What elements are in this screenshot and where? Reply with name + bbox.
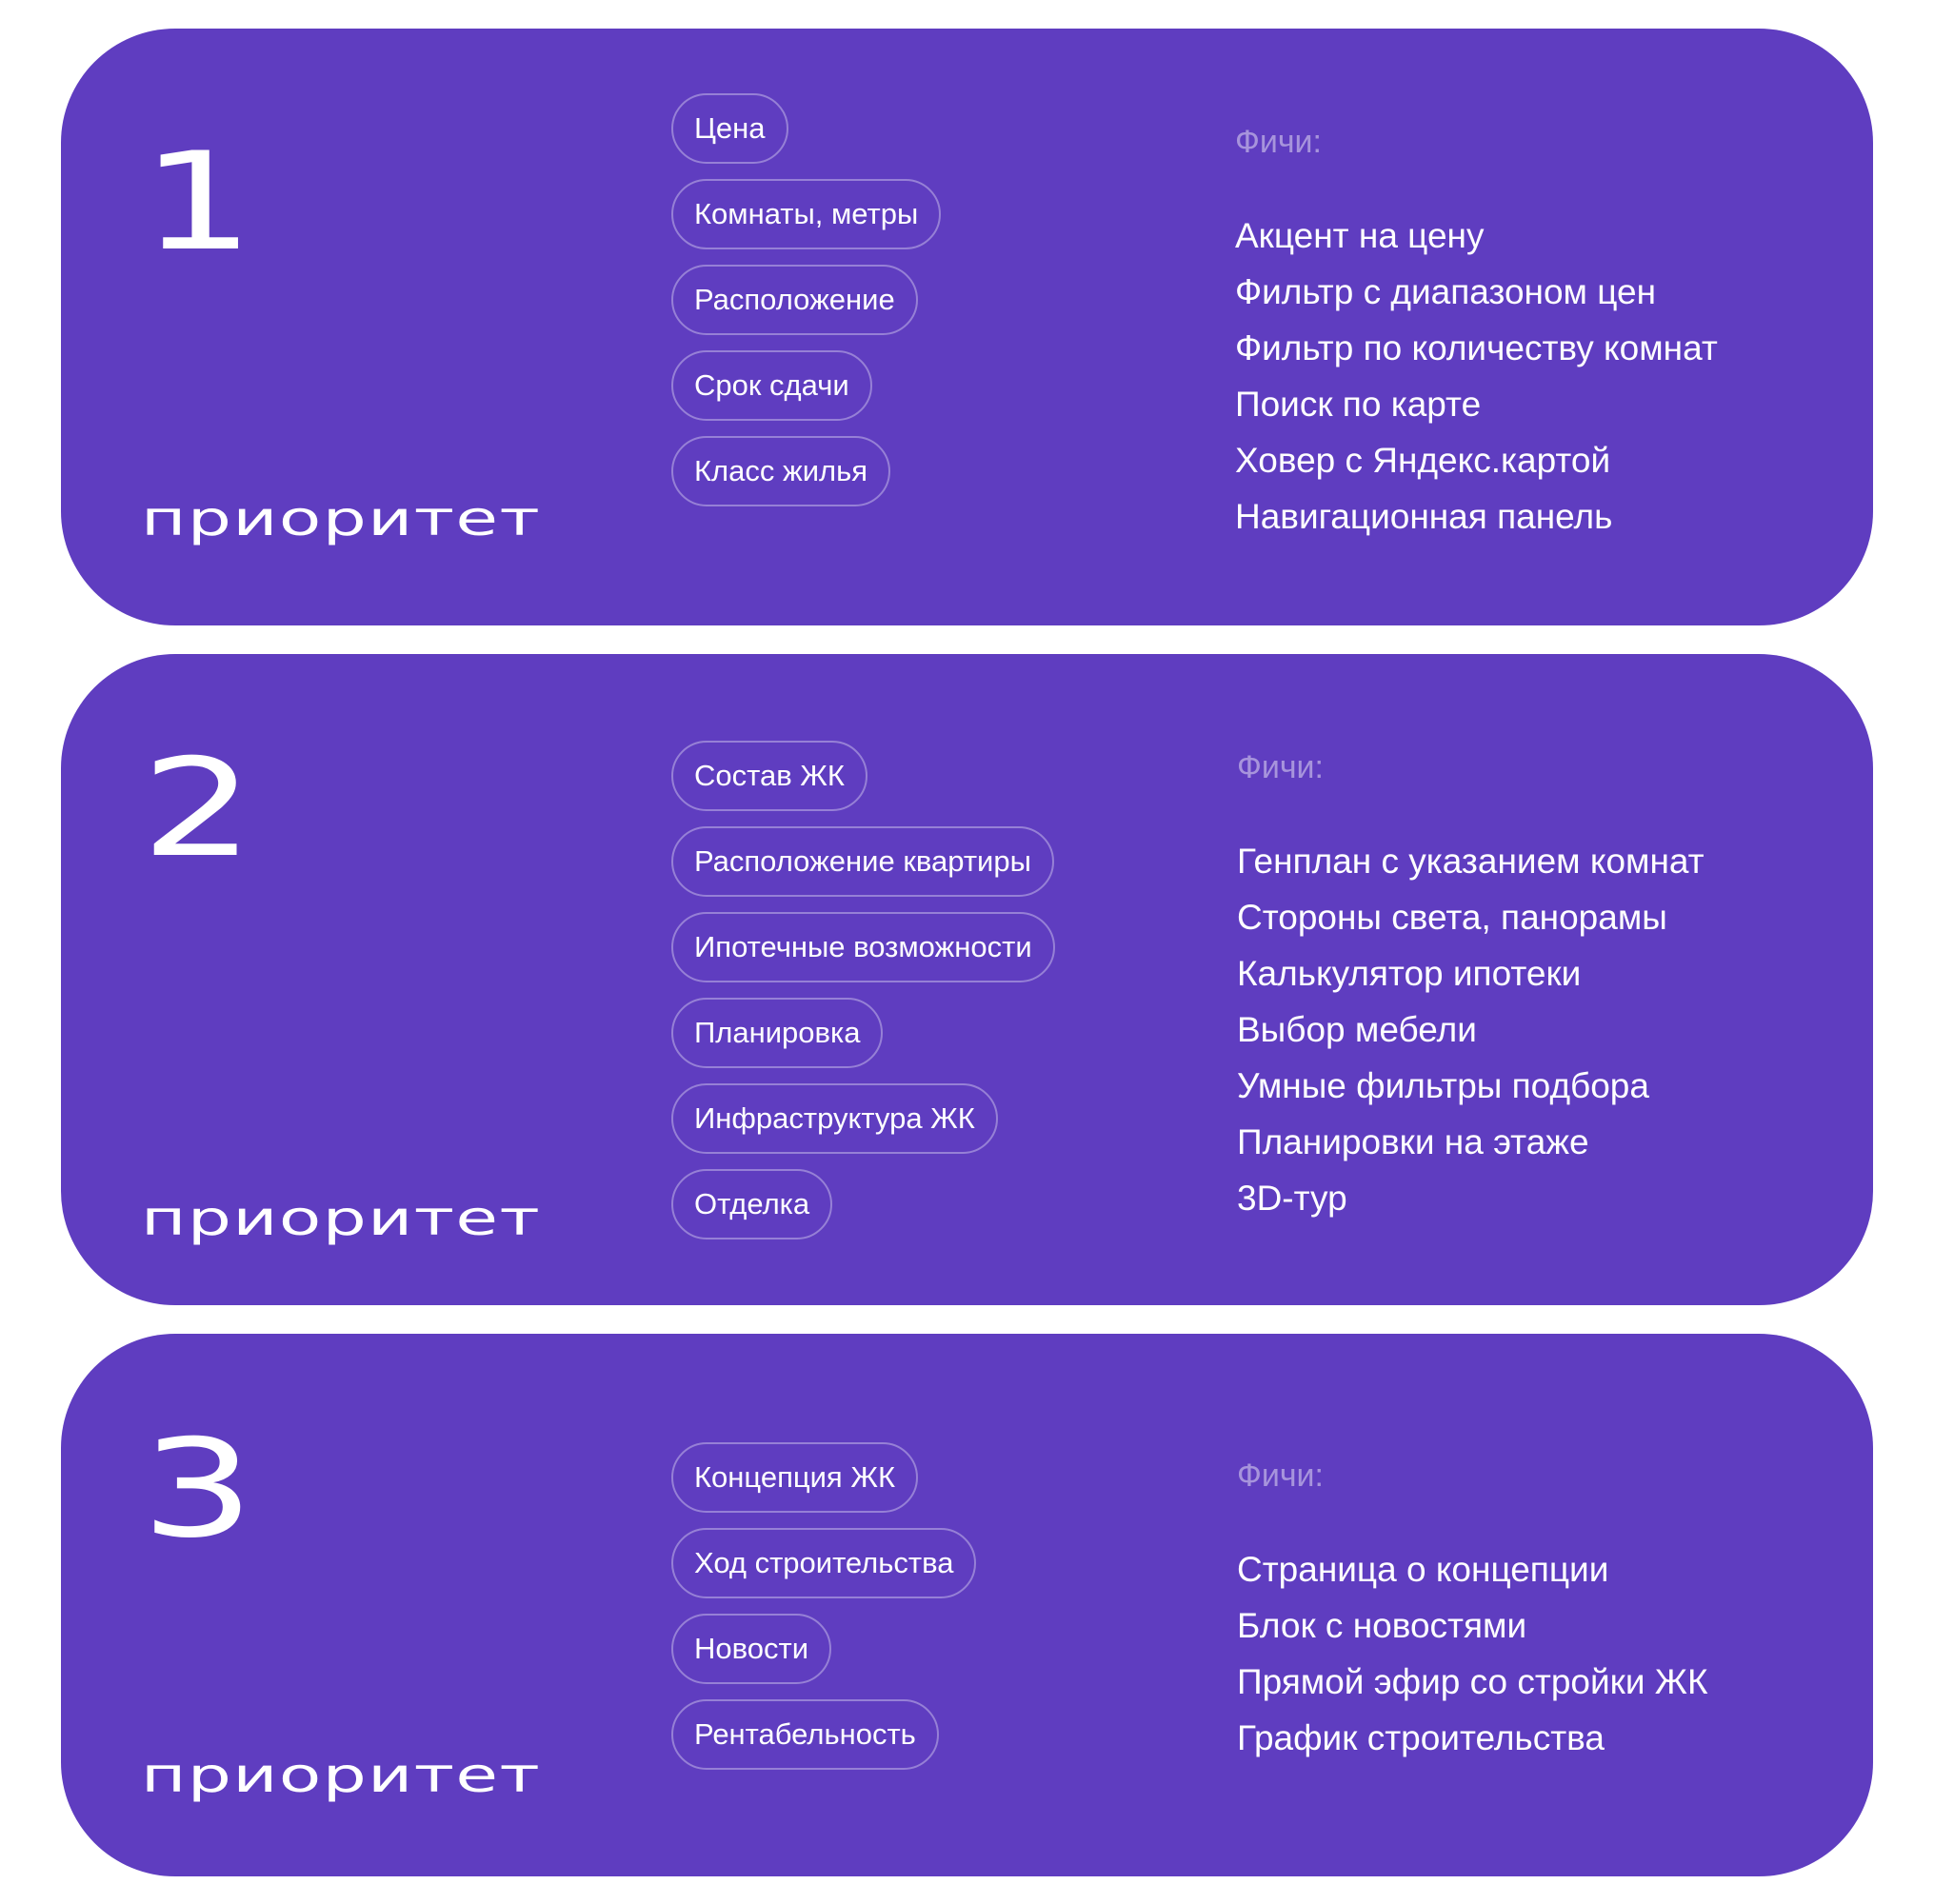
feature-item: Умные фильтры подбора — [1237, 1066, 1649, 1105]
priority-number: 2 — [141, 730, 255, 887]
tag-list — [671, 741, 1055, 1240]
tag-complex-composition[interactable]: Состав ЖК — [671, 741, 867, 811]
features-title: Фичи: — [1235, 124, 1322, 160]
tag-list — [671, 1442, 976, 1770]
feature-item: Поиск по карте — [1235, 385, 1482, 424]
feature-item: Прямой эфир со стройки ЖК — [1237, 1662, 1708, 1701]
priority-label: приоритет — [141, 1191, 542, 1246]
feature-item: Генплан с указанием комнат — [1237, 842, 1705, 881]
tag-price[interactable]: Цена — [671, 93, 788, 164]
feature-item: Страница о концепции — [1237, 1550, 1609, 1589]
priority-label: приоритет — [141, 1748, 542, 1803]
feature-item: Планировки на этаже — [1237, 1122, 1589, 1161]
feature-item: График строительства — [1237, 1718, 1605, 1757]
tag-apartment-location[interactable]: Расположение квартиры — [671, 826, 1054, 897]
feature-item: Калькулятор ипотеки — [1237, 954, 1582, 993]
feature-item: Выбор мебели — [1237, 1010, 1477, 1049]
tag-completion-date[interactable]: Срок сдачи — [671, 350, 872, 421]
priority-card-1 — [61, 29, 1873, 625]
features-title: Фичи: — [1237, 749, 1324, 785]
feature-item: 3D-тур — [1237, 1179, 1347, 1218]
priority-number: 1 — [141, 124, 255, 281]
priority-card-3 — [61, 1334, 1873, 1876]
feature-item: Акцент на цену — [1235, 216, 1485, 255]
tag-layout[interactable]: Планировка — [671, 998, 883, 1068]
feature-item: Навигационная панель — [1235, 497, 1613, 536]
feature-item: Фильтр по количеству комнат — [1235, 328, 1718, 367]
features-block — [1235, 126, 1718, 545]
tag-news[interactable]: Новости — [671, 1614, 831, 1684]
tag-mortgage-options[interactable]: Ипотечные возможности — [671, 912, 1055, 982]
tag-concept[interactable]: Концепция ЖК — [671, 1442, 918, 1513]
tag-infrastructure[interactable]: Инфраструктура ЖК — [671, 1083, 998, 1154]
features-block — [1237, 1459, 1708, 1766]
priority-label: приоритет — [141, 491, 542, 546]
tag-housing-class[interactable]: Класс жилья — [671, 436, 890, 506]
tag-location[interactable]: Расположение — [671, 265, 918, 335]
tag-rooms-meters[interactable]: Комнаты, метры — [671, 179, 941, 249]
features-block — [1237, 751, 1705, 1226]
tag-construction-progress[interactable]: Ход строительства — [671, 1528, 976, 1598]
tag-finishing[interactable]: Отделка — [671, 1169, 832, 1240]
feature-item: Стороны света, панорамы — [1237, 898, 1667, 937]
tag-list — [671, 93, 941, 506]
features-title: Фичи: — [1237, 1458, 1324, 1494]
feature-item: Ховер с Яндекс.картой — [1235, 441, 1611, 480]
priority-card-2 — [61, 654, 1873, 1305]
priority-number: 3 — [141, 1411, 255, 1568]
tag-profitability[interactable]: Рентабельность — [671, 1699, 939, 1770]
feature-item: Блок с новостями — [1237, 1606, 1527, 1645]
feature-item: Фильтр с диапазоном цен — [1235, 272, 1657, 311]
